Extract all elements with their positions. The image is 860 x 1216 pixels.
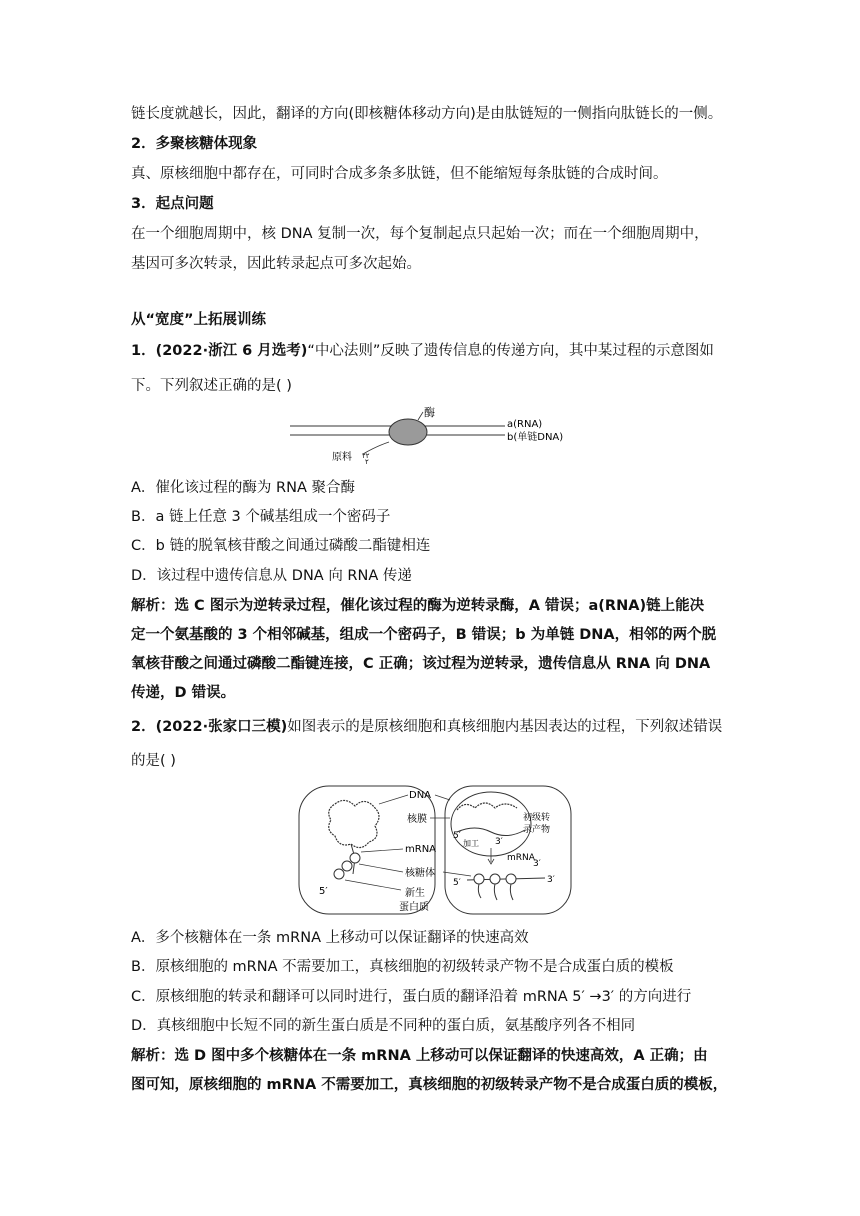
option-c: C．b 链的脱氧核苷酸之间通过磷酸二酯键相连: [131, 538, 431, 554]
eukaryotic-cell: [445, 786, 571, 914]
five-prime-label: 5′: [453, 831, 461, 841]
polypeptide: [510, 884, 513, 900]
question-text: “中心法则”反映了遗传信息的传递方向，其中某过程的示意图如: [307, 343, 714, 359]
analysis-line: 氧核苷酸之间通过磷酸二酯键连接，C 正确；该过程为逆转录，遗传信息从 RNA 向 DNA: [131, 656, 711, 672]
subheading-polysome: 2．多聚核糖体现象: [131, 136, 258, 152]
paragraph-text: 基因可多次转录，因此转录起点可多次起始。: [131, 256, 421, 272]
mrna-pointer: [361, 849, 403, 852]
option-d: D．该过程中遗传信息从 DNA 向 RNA 传递: [131, 568, 412, 584]
option-a: A．多个核糖体在一条 mRNA 上移动可以保证翻译的快速高效: [131, 930, 529, 946]
ribosome-pointer: [359, 864, 403, 872]
prokaryotic-dna: [329, 800, 379, 847]
enzyme-ellipse: [389, 419, 427, 445]
membrane-label: 核膜: [407, 814, 427, 825]
ribosome-icon: [342, 861, 352, 871]
eukaryotic-dna: [457, 803, 517, 810]
dna-pointer: [379, 795, 408, 804]
question-text: 下。下列叙述正确的是( ): [131, 378, 292, 394]
dna-pointer: [435, 795, 450, 800]
primary-transcript-label: 录产物: [523, 825, 551, 835]
polypeptide: [494, 884, 497, 900]
paragraph-text: 链长度就越长，因此，翻译的方向(即核糖体移动方向)是由肽链短的一侧指向肽链长的一侧。: [131, 106, 723, 122]
mrna-left-label: mRNA: [405, 844, 437, 855]
raw-material-marks: ٢٢: [362, 452, 370, 460]
option-a: A．催化该过程的酶为 RNA 聚合酶: [131, 480, 355, 496]
ribosome-icon: [334, 869, 344, 879]
analysis-line: 解析：选 D 图中多个核糖体在一条 mRNA 上移动可以保证翻译的快速高效，A 正确；由: [131, 1048, 708, 1064]
question-1-stem: [131, 341, 714, 361]
primary-transcript-label: 初级转: [523, 813, 551, 823]
paragraph-text: 在一个细胞周期中，核 DNA 复制一次，每个复制起点只起始一次；而在一个细胞周期中，: [131, 226, 709, 242]
dna-label: DNA: [409, 790, 432, 801]
analysis-line: 解析：选 C 图示为逆转录过程，催化该过程的酶为逆转录酶，A 错误；a(RNA)链上能决: [131, 598, 705, 614]
question-text: 的是( ): [131, 753, 176, 769]
question-number: 1．: [131, 343, 156, 359]
ribosome-icon: [350, 853, 360, 863]
five-prime-label: 5′: [453, 878, 461, 888]
mrna-right-label: mRNA: [507, 853, 535, 863]
raw-material-marks: ٢: [365, 458, 369, 466]
five-prime-label: 5′: [319, 886, 328, 897]
ribosome-icon: [506, 874, 516, 884]
ribosome-pointer: [443, 872, 471, 876]
strand-b-label: b(单链DNA): [507, 432, 564, 443]
enzyme-pointer: [418, 412, 423, 420]
three-prime-label: 3′: [495, 837, 503, 847]
subheading-start-point: 3．起点问题: [131, 196, 214, 212]
three-prime-label: 3′: [547, 875, 555, 885]
analysis-line: 图可知，原核细胞的 mRNA 不需要加工，真核细胞的初级转录产物不是合成蛋白质的模板，: [131, 1077, 728, 1093]
question-2-stem: [131, 717, 722, 737]
ribosome-label: 核糖体: [405, 868, 435, 879]
primary-transcript: [457, 828, 525, 836]
question-source: (2022·张家口三模): [155, 719, 288, 735]
figure-gene-expression: [295, 782, 575, 922]
paragraph-text: 真、原核细胞中都存在，可同时合成多条多肽链，但不能缩短每条肽链的合成时间。: [131, 166, 668, 182]
analysis-line: 传递，D 错误。: [131, 685, 236, 701]
strand-a-label: a(RNA): [507, 419, 543, 430]
question-text: 如图表示的是原核细胞和真核细胞内基因表达的过程，下列叙述错误: [287, 719, 723, 735]
option-b: B．a 链上任意 3 个碱基组成一个密码子: [131, 509, 391, 525]
question-number: 2．: [131, 719, 156, 735]
question-source: (2022·浙江 6 月选考): [155, 343, 308, 359]
ribosome-icon: [474, 874, 484, 884]
section-heading: 从“宽度”上拓展训练: [131, 312, 267, 328]
option-c: C．原核细胞的转录和翻译可以同时进行，蛋白质的翻译沿着 mRNA 5′ →3′ 的方向进行: [131, 989, 692, 1005]
raw-material-label: 原料: [332, 452, 352, 463]
ribosome-icon: [490, 874, 500, 884]
figure-reverse-transcription: [285, 402, 595, 470]
new-protein-label: 新生: [405, 888, 425, 899]
new-protein-pointer: [345, 880, 401, 890]
enzyme-label: 酶: [424, 406, 435, 419]
process-label: 加工: [463, 839, 479, 848]
analysis-line: 定一个氨基酸的 3 个相邻碱基，组成一个密码子，B 错误；b 为单链 DNA，相邻的两个脱: [131, 627, 717, 643]
option-b: B．原核细胞的 mRNA 不需要加工，真核细胞的初级转录产物不是合成蛋白质的模板: [131, 959, 674, 975]
new-protein-label: 蛋白质: [399, 902, 429, 913]
three-prime-label: 3′: [533, 859, 541, 869]
option-d: D．真核细胞中长短不同的新生蛋白质是不同种的蛋白质，氨基酸序列各不相同: [131, 1018, 636, 1034]
polypeptide: [478, 884, 481, 898]
